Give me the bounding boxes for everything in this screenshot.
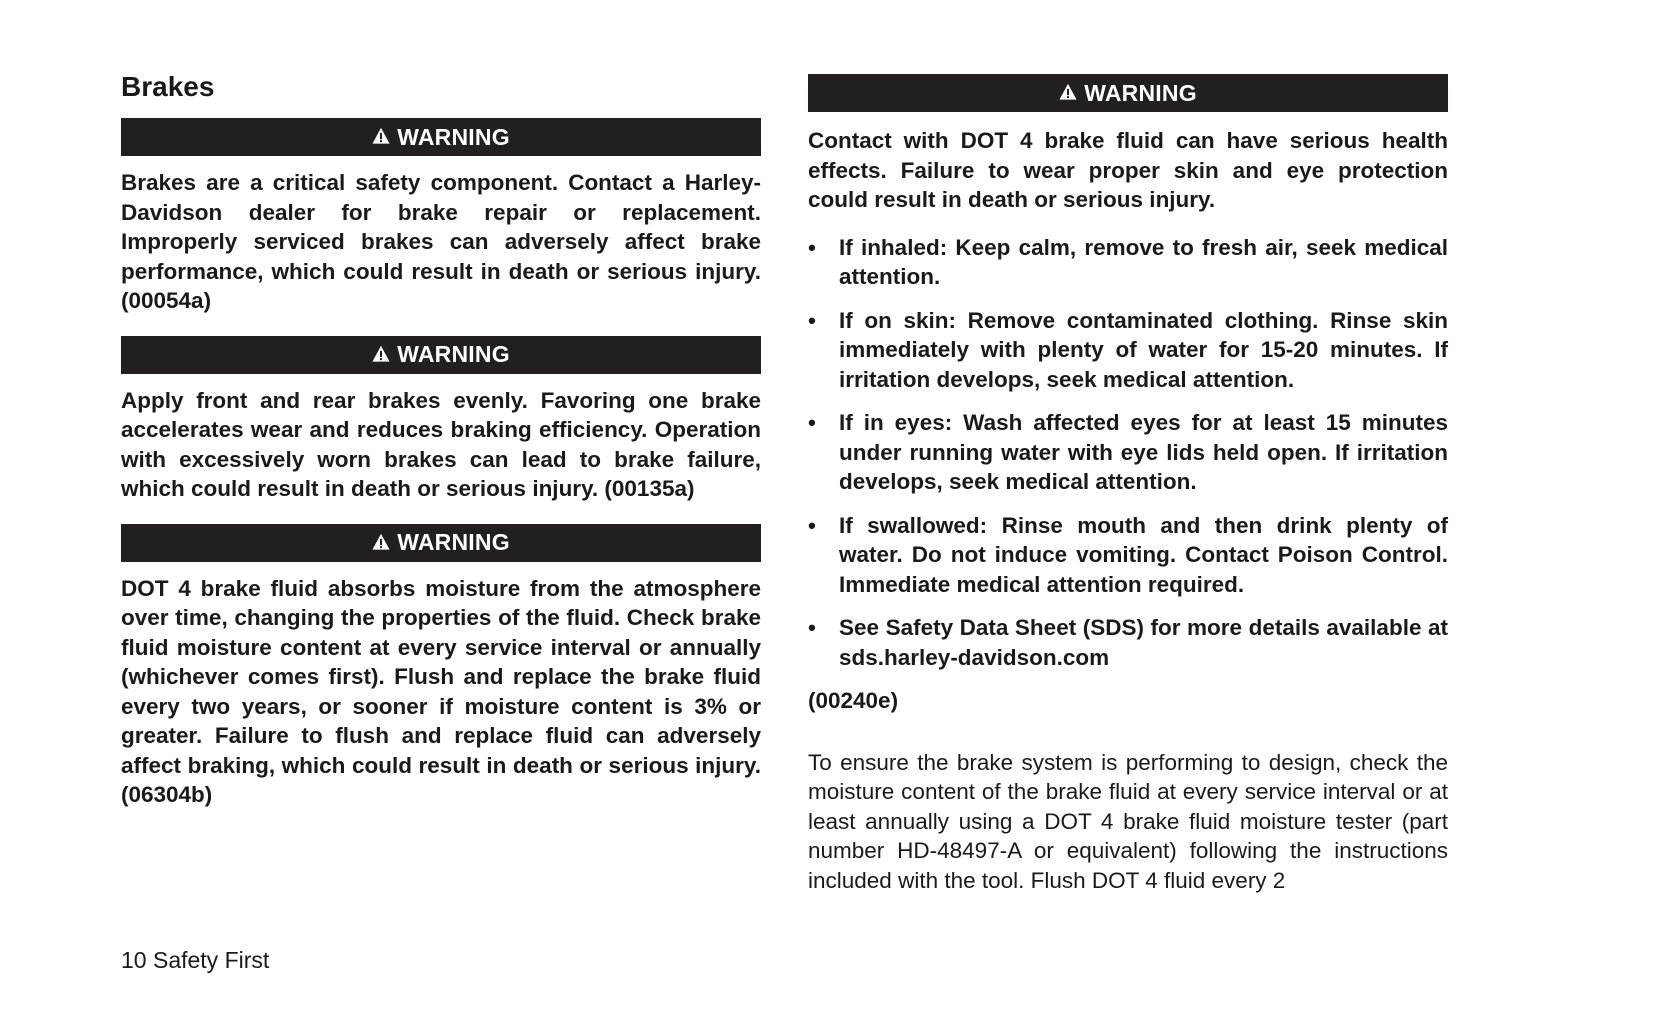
warning-label: WARNING [397, 341, 510, 367]
list-item-text: If swallowed: Rinse mouth and then drink plenty of water. Do not induce vomiting. Contact Poison Control. Immediate medical attention required. [839, 512, 1448, 597]
warning-label: WARNING [397, 529, 510, 555]
warning-bar [121, 118, 761, 156]
bullet-glyph: • [808, 512, 816, 538]
list-item-text: See Safety Data Sheet (SDS) for more details available at sds.harley-davidson.com [839, 615, 1448, 670]
warning-intro-text: Contact with DOT 4 brake fluid can have serious health effects. Failure to wear proper skin and eye protection could result in death or serious injury. [808, 128, 1448, 212]
warning-text: Brakes are a critical safety component. Contact a Harley-Davidson dealer for brake repair or replacement. Improperly serviced brakes can adversely affect brake performance, which could result in death or serious injury. (00054a) [121, 170, 761, 313]
warning-text: Apply front and rear brakes evenly. Favoring one brake accelerates wear and reduces braking efficiency. Operation with excessively worn brakes can lead to brake failure, which could result in death or serious injury. (00135a) [121, 387, 761, 501]
warning-bar [121, 524, 761, 562]
warning-label: WARNING [397, 123, 510, 150]
warning-code: (00240e) [808, 688, 899, 713]
bullet-list [808, 233, 1448, 673]
warning-text: DOT 4 brake fluid absorbs moisture from the atmosphere over time, changing the properties of the fluid. Check brake fluid moisture content at every service interval or annually (whichever comes first). Flush and replace the brake fluid every two years, or sooner if moisture content is 3% or greater. Failure to flush and replace fluid can adversely affect braking, which could result in death or serious injury. (06304b) [121, 575, 761, 807]
section-heading: Brakes [121, 71, 215, 102]
warning-bar [121, 336, 761, 374]
body-paragraph: To ensure the brake system is performing to design, check the moisture content of the brake fluid at every service interval or at least annually using a DOT 4 brake fluid moisture tester (part number HD-48497-A or equivalent) following the instructions included with the tool. Flush DOT 4 fluid every 2 [808, 749, 1448, 893]
warning-triangle-icon [372, 127, 390, 145]
warning-triangle-icon [1059, 83, 1077, 101]
page-footer: 10 Safety First [121, 947, 270, 973]
warning-label: WARNING [1084, 79, 1197, 106]
list-item [808, 233, 1448, 292]
bullet-glyph: • [808, 307, 816, 333]
left-column [121, 66, 761, 810]
list-item [808, 408, 1448, 497]
warning-triangle-icon [372, 533, 390, 551]
list-item [808, 511, 1448, 600]
warning-triangle-icon [372, 345, 390, 363]
bullet-glyph: • [808, 234, 816, 260]
list-item-text: If on skin: Remove contaminated clothing. Rinse skin immediately with plenty of water for 15-20 minutes. If irritation develops, seek medical attention. [839, 307, 1448, 392]
right-column [808, 74, 1448, 895]
warning-bar [808, 74, 1448, 112]
bullet-glyph: • [808, 615, 816, 640]
list-item-text: If inhaled: Keep calm, remove to fresh air, seek medical attention. [839, 234, 1448, 289]
list-item [808, 613, 1448, 672]
list-item [808, 306, 1448, 395]
bullet-glyph: • [808, 410, 816, 435]
list-item-text: If in eyes: Wash affected eyes for at least 15 minutes under running water with eye lids held open. If irritation develops, seek medical attention. [839, 410, 1448, 494]
